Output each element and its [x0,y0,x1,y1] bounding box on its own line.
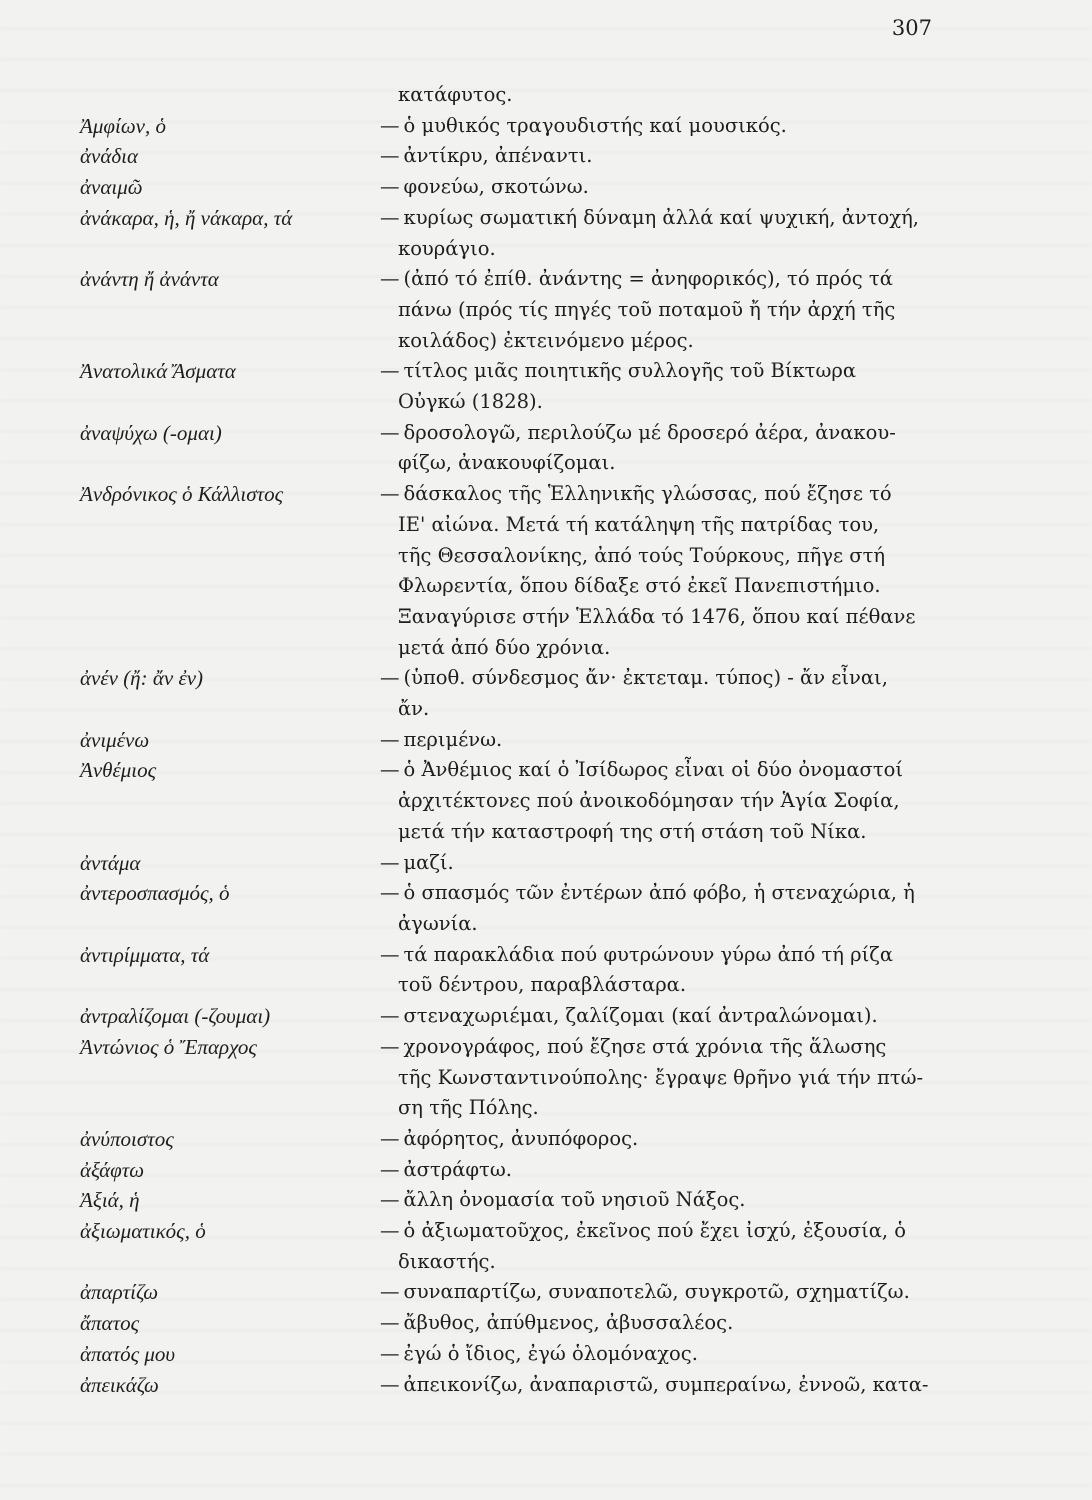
entry-definition [380,418,950,479]
entry-definition [380,1032,950,1124]
definition-text: ἀστράφτω. [403,1157,512,1181]
definition-line [380,1277,950,1308]
definition-text: ἀφόρητος, ἀνυπόφορος. [403,1126,639,1150]
definition-text: ὁ μυθικός τραγουδιστής καί μουσικός. [403,113,787,137]
definition-line [380,1093,950,1124]
definition-line [380,602,950,633]
entry-definition [380,1216,950,1277]
definition-line [380,663,950,694]
definition-line [380,1308,950,1339]
entry-definition [380,80,950,111]
glossary-entries [80,80,950,1400]
glossary-entry [80,848,950,879]
entry-definition [380,1277,950,1308]
entry-definition [380,725,950,756]
glossary-entry [80,725,950,756]
definition-line [380,234,950,265]
definition-line [380,326,950,357]
definition-text: ση τῆς Πόλης. [398,1096,539,1120]
glossary-entry [80,1185,950,1216]
entry-term: ἀξιωματικός, ὁ [80,1219,206,1244]
glossary-entry [80,80,950,111]
entry-term: ἀνύποιστος [80,1126,174,1151]
entry-term: ἀξάφτω [80,1157,145,1182]
definition-line [380,1339,950,1370]
em-dash: — [380,267,400,291]
page-number: 307 [891,16,932,40]
definition-line [380,909,950,940]
definition-line [380,848,950,879]
entry-definition [380,264,950,356]
entry-definition [380,940,950,1001]
entry-definition [380,479,950,663]
em-dash: — [380,420,400,444]
definition-text: πάνω (πρός τίς πηγές τοῦ ποταμοῦ ἤ τήν ἀρχή τῆς [398,297,896,321]
entry-term: ἀπατός μου [80,1341,176,1366]
definition-text: τῆς Θεσσαλονίκης, ἀπό τούς Τούρκους, πῆγε στή [398,543,886,567]
definition-line [380,203,950,234]
definition-text: τοῦ δέντρου, παραβλάσταρα. [398,973,687,997]
glossary-entry [80,203,950,264]
glossary-entry [80,479,950,663]
definition-line [380,725,950,756]
definition-line [380,510,950,541]
definition-line [380,1185,950,1216]
definition-line [380,633,950,664]
em-dash: — [380,144,400,168]
glossary-entry [80,172,950,203]
glossary-entry [80,1277,950,1308]
em-dash: — [380,758,400,782]
glossary-entry [80,264,950,356]
definition-line [380,1001,950,1032]
entry-definition [380,1370,950,1401]
definition-text: Φλωρεντία, ὅπου δίδαξε στό ἐκεῖ Πανεπιστήμιο. [398,574,881,598]
definition-line [380,80,950,111]
entry-term: ἀνάκαρα, ἡ, ἤ νάκαρα, τά [80,205,293,230]
em-dash: — [380,1311,400,1335]
definition-text: Ξαναγύρισε στήν Ἑλλάδα τό 1476, ὅπου καί πέθανε [398,604,916,628]
definition-text: ἀπεικονίζω, ἀναπαριστῶ, συμπεραίνω, ἐννοῶ, κατα- [403,1372,929,1396]
entry-term: ἀνέν (ἤ: ἄν ἐν) [80,666,204,691]
definition-text: ἄβυθος, ἀπύθμενος, ἀβυσσαλέος. [403,1311,734,1335]
glossary-entry [80,1124,950,1155]
definition-text: ὁ Ἀνθέμιος καί ὁ Ἰσίδωρος εἶναι οἱ δύο ὀνομαστοί [403,758,904,782]
definition-line [380,295,950,326]
definition-text: (ὑποθ. σύνδεσμος ἄν· ἐκτεταμ. τύπος) - ἄν εἶναι, [403,666,888,690]
definition-text: ἀντίκρυ, ἀπέναντι. [403,144,593,168]
entry-definition [380,1185,950,1216]
definition-text: κατάφυτος. [398,83,513,106]
glossary-entry [80,111,950,142]
entry-term: ἀνιμένω [80,727,150,752]
definition-text: τίτλος μιᾶς ποιητικῆς συλλογῆς τοῦ Βίκτωρα [403,359,856,383]
glossary-entry [80,1339,950,1370]
definition-text: ἄλλη ὀνομασία τοῦ νησιοῦ Νάξος. [403,1188,746,1212]
glossary-entry [80,141,950,172]
glossary-entry [80,1001,950,1032]
em-dash: — [380,1034,400,1058]
definition-text: μαζί. [403,850,454,874]
entry-definition [380,141,950,172]
definition-line [380,111,950,142]
entry-term: ἀναψύχω (-ομαι) [80,420,222,445]
glossary-entry [80,1216,950,1277]
definition-text: κυρίως σωματική δύναμη ἀλλά καί ψυχική, ἀντοχή, [403,205,919,229]
definition-text: φονεύω, σκοτώνω. [403,175,589,199]
definition-text: συναπαρτίζω, συναποτελῶ, συγκροτῶ, σχηματίζω. [403,1280,910,1304]
definition-text: ὁ σπασμός τῶν ἐντέρων ἀπό φόβο, ἡ στεναχώρια, ἡ [403,881,915,905]
entry-term: ἀπαρτίζω [80,1280,159,1305]
definition-line [380,1247,950,1278]
definition-line [380,479,950,510]
em-dash: — [380,850,400,874]
entry-term: Ἀνθέμιος [80,758,157,783]
definition-text: χρονογράφος, πού ἔζησε στά χρόνια τῆς ἅλωσης [403,1034,887,1058]
definition-text: τά παρακλάδια πού φυτρώνουν γύρω ἀπό τή ρίζα [403,942,894,966]
definition-text: ἄν. [398,697,430,721]
glossary-entry [80,1032,950,1124]
definition-text: στεναχωριέμαι, ζαλίζομαι (καί ἀντραλώνομαι). [403,1004,878,1028]
definition-line [380,940,950,971]
entry-term: ἀνάντη ἤ ἀνάντα [80,267,219,292]
entry-definition [380,172,950,203]
entry-term: ἀνάδια [80,144,138,169]
entry-definition [380,1124,950,1155]
definition-text: δροσολογῶ, περιλούζω μέ δροσερό ἀέρα, ἀνακου- [403,420,896,444]
entry-term: ἀναιμῶ [80,175,143,200]
glossary-entry [80,1370,950,1401]
em-dash: — [380,1188,400,1212]
glossary-entry [80,755,950,847]
entry-definition [380,1339,950,1370]
definition-text: τῆς Κωνσταντινούπολης· ἔγραψε θρῆνο γιά τήν πτώ- [398,1065,924,1089]
em-dash: — [380,881,400,905]
glossary-entry [80,663,950,724]
entry-term: Ἀμφίων, ὁ [80,113,166,138]
entry-term: Ἀντώνιος ὁ Ἔπαρχος [80,1034,257,1059]
entry-definition [380,1308,950,1339]
entry-term: ἄπατος [80,1311,140,1336]
entry-term: ἀπεικάζω [80,1372,159,1397]
em-dash: — [380,113,400,137]
definition-text: μετά τήν καταστροφή της στή στάση τοῦ Νίκα. [398,819,867,843]
em-dash: — [380,482,400,506]
entry-term: ἀντεροσπασμός, ὁ [80,881,230,906]
definition-text: Οὐγκώ (1828). [398,390,543,414]
definition-text: περιμένω. [403,727,503,751]
definition-text: ἀγωνία. [398,911,478,935]
definition-line [380,1370,950,1401]
em-dash: — [380,666,400,690]
definition-text: μετά ἀπό δύο χρόνια. [398,635,611,659]
glossary-entry [80,356,950,417]
definition-text: κουράγιο. [398,236,496,260]
em-dash: — [380,1157,400,1181]
entry-definition [380,755,950,847]
definition-line [380,356,950,387]
definition-line [380,817,950,848]
definition-line [380,1155,950,1186]
definition-line [380,786,950,817]
definition-line [380,1063,950,1094]
definition-line [380,755,950,786]
definition-line [380,541,950,572]
definition-line [380,1124,950,1155]
definition-text: ΙΕ' αἰώνα. Μετά τή κατάληψη τῆς πατρίδας του, [398,512,880,536]
definition-text: ἀρχιτέκτονες πού ἀνοικοδόμησαν τήν Ἁγία Σοφία, [398,789,900,813]
definition-line [380,448,950,479]
definition-line [380,418,950,449]
definition-line [380,878,950,909]
glossary-entry [80,1308,950,1339]
definition-text: ἐγώ ὁ ἴδιος, ἐγώ ὁλομόναχος. [403,1341,698,1365]
entry-definition [380,848,950,879]
entry-definition [380,663,950,724]
definition-line [380,571,950,602]
entry-term: Ἀξιά, ἡ [80,1188,140,1213]
definition-line [380,970,950,1001]
entry-definition [380,1001,950,1032]
em-dash: — [380,942,400,966]
definition-line [380,1216,950,1247]
entry-definition [380,1155,950,1186]
entry-term: Ἀνατολικά Ἄσματα [80,359,236,384]
entry-term: ἀντραλίζομαι (-ζουμαι) [80,1004,271,1029]
em-dash: — [380,727,400,751]
definition-text: δάσκαλος τῆς Ἑλληνικῆς γλώσσας, πού ἔζησε τό [403,482,892,506]
definition-line [380,172,950,203]
entry-definition [380,203,950,264]
em-dash: — [380,359,400,383]
glossary-entry [80,940,950,1001]
definition-text: (ἀπό τό ἐπίθ. ἀνάντης = ἀνηφορικός), τό πρός τά [403,267,893,291]
definition-line [380,264,950,295]
glossary-entry [80,418,950,479]
definition-line [380,141,950,172]
definition-line [380,1032,950,1063]
em-dash: — [380,1341,400,1365]
definition-text: φίζω, ἀνακουφίζομαι. [398,451,616,475]
entry-definition [380,356,950,417]
definition-line [380,387,950,418]
em-dash: — [380,1004,400,1028]
definition-text: ὁ ἀξιωματοῦχος, ἐκεῖνος πού ἔχει ἰσχύ, ἐξουσία, ὁ [403,1219,907,1243]
entry-definition [380,111,950,142]
glossary-entry [80,1155,950,1186]
definition-text: δικαστής. [398,1249,496,1273]
em-dash: — [380,1372,400,1396]
glossary-entry [80,878,950,939]
entry-definition [380,878,950,939]
entry-term: Ἀνδρόνικος ὁ Κάλλιστος [80,482,284,507]
definition-text: κοιλάδος) ἐκτεινόμενο μέρος. [398,328,694,352]
em-dash: — [380,1219,400,1243]
definition-line [380,694,950,725]
em-dash: — [380,1126,400,1150]
em-dash: — [380,1280,400,1304]
em-dash: — [380,205,400,229]
em-dash: — [380,175,400,199]
entry-term: ἀντάμα [80,850,141,875]
entry-term: ἀντιρίμματα, τά [80,942,210,967]
